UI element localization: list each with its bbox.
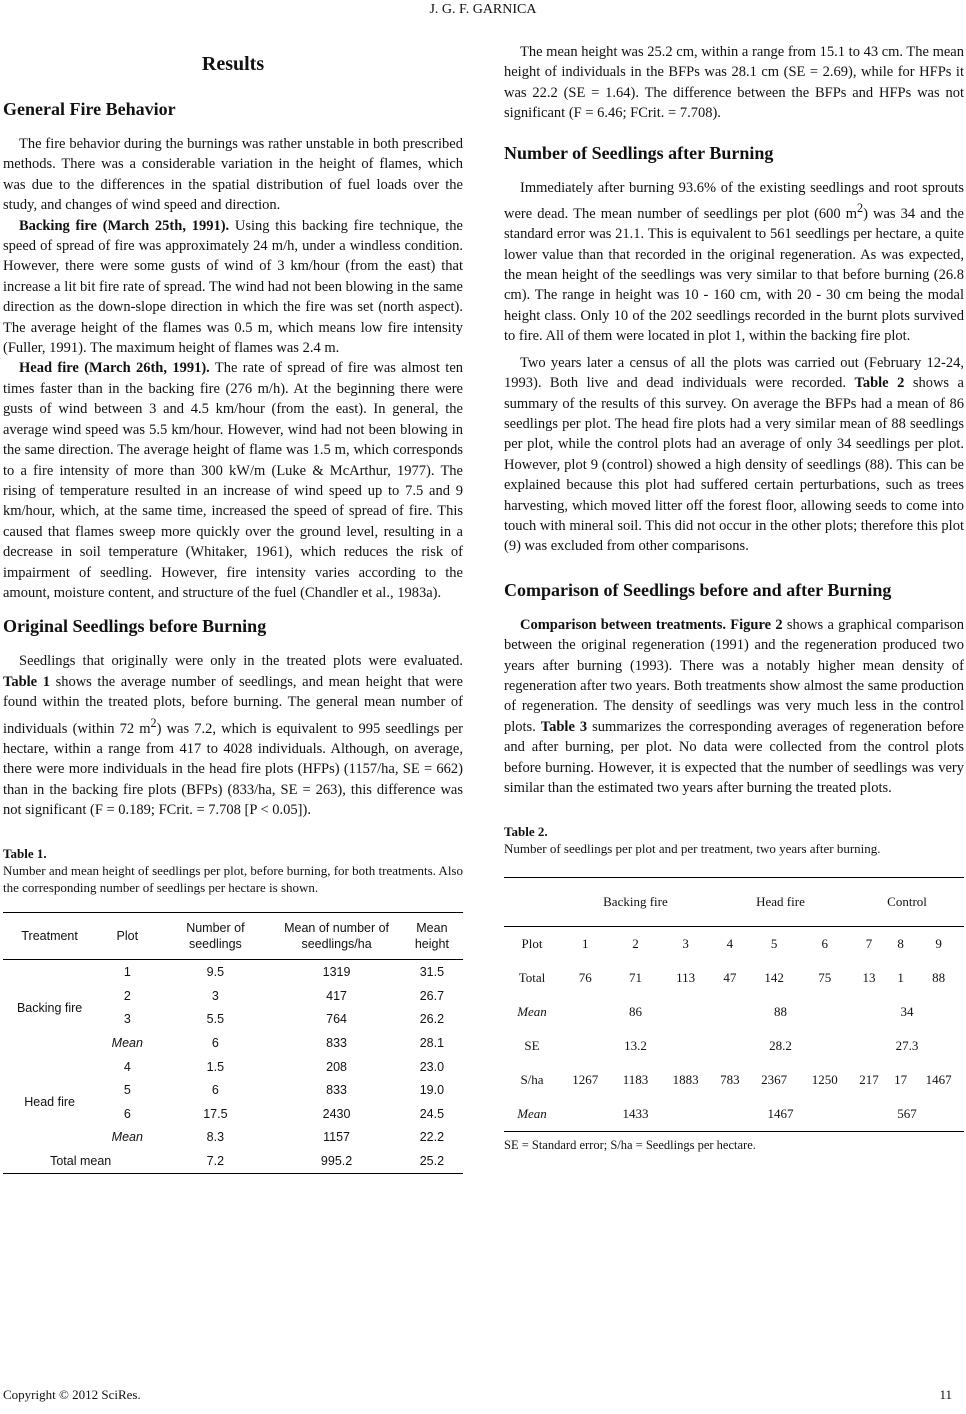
heading-number-after: Number of Seedlings after Burning bbox=[504, 142, 774, 163]
t1-h-mean-number: Mean of number of seedlings/ha bbox=[272, 913, 400, 960]
t1-cell: 23.0 bbox=[419, 1059, 445, 1074]
t1-cell: 5.5 bbox=[206, 1012, 225, 1027]
t2-cell: 2367 bbox=[761, 1072, 788, 1088]
running-header: J. G. F. GARNICA bbox=[429, 2, 537, 17]
paragraph-height: The mean height was 25.2 cm, within a range from 15.1 to 43 cm. The mean height of individuals in the BFPs was 28.1 cm (SE = 2.69), while for HFPs it was 22.2 (SE = 1.64). The difference between the BFPs and HFPs was not significant (F = 6.46; FCrit. = 7.708). bbox=[504, 44, 964, 122]
census-text-b: shows a summary of the results of this survey. On average the BFPs had a mean of 86 seedlings per plot. The head fire plots had a very similar mean of 88 seedlings per plot, while the control plots had an average of only 34 seedlings per plot. However, plot 9 (control) showed a high density of seedlings (88). This can be explained because this plot had suffered certain perturbations, such as trees harvesting, which moved litter off the forest floor, allowing seeds to come into touch with mineral soil. This did not occur in the other plots; therefore this plot (9) was excluded from other comparisons. bbox=[504, 375, 964, 555]
orig-text-c: ) was 7.2, which is equivalent to 995 seedlings per hectare, within a range from 417 to 4028 individuals. Although, on average, there were more individuals in the head fire plots (HFPs) (1157/ha, SE = 662) than in the backing fire plots (BFPs) (833/ha, SE = 263), this difference was not significant (F = 0.189; FCrit. = 7.708 [P < 0.05]). bbox=[3, 720, 464, 819]
t1-cell: 17.5 bbox=[203, 1106, 228, 1121]
paragraph-comparison bbox=[504, 615, 964, 799]
paragraph-backing bbox=[3, 216, 463, 359]
t1-cell: 25.2 bbox=[419, 1153, 445, 1168]
head-lead: Head fire (March 26th, 1991). bbox=[19, 360, 210, 377]
t1-h-treatment: Treatment bbox=[3, 913, 96, 960]
left-column bbox=[3, 52, 463, 1174]
footer-copyright: Copyright © 2012 SciRes. bbox=[3, 1387, 141, 1402]
t1-cell: 3 bbox=[123, 1012, 131, 1027]
comp-lead: Comparison between treatments. bbox=[520, 616, 727, 633]
t2-cell: 27.3 bbox=[895, 1038, 919, 1054]
t2-cell: 71 bbox=[628, 970, 642, 986]
table2-ref[interactable]: Table 2 bbox=[854, 375, 905, 392]
t1-cell: Mean bbox=[111, 1036, 143, 1050]
t1-cell: 5 bbox=[123, 1083, 131, 1098]
t2-row-label: Plot bbox=[521, 936, 543, 952]
orig-text-b: shows the average number of seedlings, and mean height that were found within the treated plots, before burning. The general mean number of individuals (within 72 m bbox=[3, 673, 463, 737]
t1-cell: 1157 bbox=[323, 1130, 351, 1145]
table-row bbox=[504, 927, 964, 962]
t2-group-control: Control bbox=[850, 878, 964, 927]
t2-cell: 1467 bbox=[925, 1072, 952, 1088]
orig-text-a: Seedlings that originally were only in the treated plots were evaluated. bbox=[19, 653, 463, 670]
t1-cell: 8.3 bbox=[206, 1130, 225, 1145]
t2-cell: 86 bbox=[628, 1004, 642, 1020]
paragraph-general: The fire behavior during the burnings was rather unstable in both prescribed methods. There was a considerable variation in the height of flames, which was due to the differences in the spatial distribution of fuel loads over the study, and changes of wind speed and direction. bbox=[3, 136, 463, 214]
t1-cell: 22.2 bbox=[419, 1130, 445, 1145]
t2-cell: 1183 bbox=[622, 1072, 649, 1088]
t1-cell: 417 bbox=[326, 988, 347, 1003]
t1-cell: 6 bbox=[211, 1083, 219, 1098]
t2-row-label: SE bbox=[524, 1038, 540, 1054]
table2-note: SE = Standard error; S/ha = Seedlings per hectare. bbox=[504, 1138, 756, 1153]
heading-original-seedlings: Original Seedlings before Burning bbox=[3, 616, 267, 637]
table-row-total bbox=[3, 1149, 463, 1173]
num-text-a: Immediately after burning 93.6% of the existing seedlings and root sprouts were dead. The mean number of seedlings per plot (600 m bbox=[504, 179, 964, 222]
t2-row-label: S/ha bbox=[520, 1072, 544, 1088]
head-text: The rate of spread of fire was almost ten times faster than in the backing fire (276 m/h). At the beginning there were gusts of wind between 3 and 4.5 km/hour (from the east). In general, the average wind speed was 5.5 km/hour. However, wind had not been blowing in the same direction. The average height of flame was 1.5 m, which corresponds to a fire intensity of more than 300 kW/m (Luke & McArthur, 1977). The rising of temperature resulted in an increase of wind speed up to 7.5 and 9 km/hour, which, at the same time, increased the speed of spread of fire. This caused that flames sweep more quickly over the ground level, resulting in a decrease in soil temperature (Whitaker, 1961), which reduces the risk of impairment of seedling. However, fire intensity varies according to the amount, moisture content, and structure of the fuel (Chandler et al., 1983a). bbox=[3, 360, 464, 601]
t1-cell: 1319 bbox=[322, 965, 351, 980]
table-row bbox=[504, 961, 964, 995]
t2-cell: 28.2 bbox=[769, 1038, 792, 1054]
t2-cell: 13 bbox=[862, 970, 876, 986]
table-1 bbox=[3, 912, 463, 1173]
t1-cell: 26.7 bbox=[419, 988, 445, 1003]
t2-cell: 75 bbox=[818, 970, 832, 986]
t1-total-label: Total mean bbox=[50, 1153, 112, 1168]
t2-row-label: Total bbox=[518, 970, 546, 986]
t1-cell: 2 bbox=[123, 988, 131, 1003]
table2-caption: Number of seedlings per plot and per treatment, two years after burning. bbox=[504, 841, 881, 857]
t1-cell: 833 bbox=[326, 1083, 347, 1098]
paragraph-census bbox=[504, 353, 964, 557]
table1-caption: Number and mean height of seedlings per plot, before burning, for both treatments. Also the corresponding number of seedlings per hectare is shown. bbox=[3, 863, 463, 896]
t1-cell: 764 bbox=[326, 1012, 347, 1027]
t2-cell: 13.2 bbox=[624, 1038, 647, 1054]
t1-cell: 833 bbox=[326, 1036, 347, 1050]
t2-cell: 217 bbox=[859, 1072, 879, 1088]
comp-text-b: summarizes the corresponding averages of regeneration before and after burning, per plot. No data were collected from the control plots before burning. However, it is expected that the number of seedlings was very similar than the estimated two years after burning the treated plots. bbox=[504, 718, 964, 797]
t2-cell: 3 bbox=[682, 936, 689, 952]
t2-cell: 1 bbox=[582, 936, 589, 952]
t1-cell: 995.2 bbox=[320, 1153, 353, 1168]
t2-cell: 1267 bbox=[572, 1072, 599, 1088]
table1-title: Table 1. bbox=[3, 846, 47, 862]
t2-row-label: Mean bbox=[517, 1004, 547, 1020]
table-row bbox=[3, 960, 463, 984]
table2-title: Table 2. bbox=[504, 824, 548, 840]
t1-cell: 1 bbox=[123, 965, 131, 980]
backing-lead: Backing fire (March 25th, 1991). bbox=[19, 217, 230, 234]
t2-cell: 142 bbox=[764, 970, 784, 986]
t1-cell: 28.1 bbox=[419, 1036, 445, 1050]
t2-cell: 8 bbox=[897, 936, 904, 952]
t1-cell: 3 bbox=[211, 988, 219, 1003]
t1-cell: Mean bbox=[111, 1130, 143, 1145]
comp-text-a: shows a graphical comparison between the original regeneration (1991) and the regeneration produced two years after burning (1993). There was a notably higher mean density of regeneration after two years. Both treatments show almost the same production of regeneration. The density of seedlings was very much less in the control plots. bbox=[504, 616, 965, 735]
t1-cell: 6 bbox=[211, 1036, 219, 1050]
t1-h-number: Number of seedlings bbox=[158, 913, 272, 960]
t2-cell: 567 bbox=[897, 1106, 917, 1122]
paragraph-original bbox=[3, 651, 463, 820]
t2-cell: 6 bbox=[821, 936, 829, 952]
section-title: Results bbox=[201, 53, 265, 75]
heading-comparison: Comparison of Seedlings before and after Burning bbox=[504, 579, 892, 600]
table-row bbox=[504, 1097, 964, 1132]
t2-cell: 113 bbox=[676, 970, 696, 986]
t1-cell: 24.5 bbox=[419, 1106, 445, 1121]
t2-group-backing: Backing fire bbox=[560, 878, 711, 927]
t2-cell: 4 bbox=[726, 936, 734, 952]
t1-head-label: Head fire bbox=[24, 1094, 75, 1109]
t1-cell: 26.2 bbox=[419, 1012, 445, 1027]
t1-cell: 2430 bbox=[322, 1106, 351, 1121]
t2-cell: 1883 bbox=[672, 1072, 699, 1088]
page-number: 11 bbox=[939, 1387, 952, 1402]
figure2-ref[interactable]: Figure 2 bbox=[730, 616, 783, 633]
t2-group-head: Head fire bbox=[711, 878, 850, 927]
table-row bbox=[504, 995, 964, 1029]
t1-h-plot: Plot bbox=[96, 913, 158, 960]
t2-cell: 7 bbox=[865, 936, 873, 952]
right-column bbox=[504, 42, 964, 1153]
paragraph-head bbox=[3, 358, 463, 603]
t1-cell: 6 bbox=[123, 1106, 131, 1121]
t2-cell: 1 bbox=[897, 970, 904, 986]
num-sup: 2 bbox=[857, 201, 864, 216]
t1-cell: 19.0 bbox=[419, 1083, 445, 1098]
table-row bbox=[504, 1029, 964, 1063]
t1-cell: 7.2 bbox=[206, 1153, 225, 1168]
t2-cell: 34 bbox=[900, 1004, 914, 1020]
t2-cell: 9 bbox=[935, 936, 942, 952]
paragraph-number bbox=[504, 178, 964, 347]
t2-cell: 2 bbox=[632, 936, 639, 952]
census-text-a: Two years later a census of all the plots was carried out (February 12-24, 1993). Both live and dead individuals were recorded. bbox=[504, 354, 964, 392]
t2-cell: 1467 bbox=[767, 1106, 794, 1122]
t1-h-mean-height: Mean height bbox=[401, 913, 463, 960]
t1-cell: 208 bbox=[326, 1059, 347, 1074]
t2-cell: 76 bbox=[578, 970, 592, 986]
t2-cell: 1250 bbox=[811, 1072, 838, 1088]
t2-cell: 88 bbox=[773, 1004, 787, 1020]
t1-cell: 9.5 bbox=[206, 965, 225, 980]
t2-cell: 17 bbox=[894, 1072, 908, 1088]
t2-cell: 5 bbox=[770, 936, 778, 952]
t2-row-label: Mean bbox=[517, 1106, 547, 1122]
t2-cell: 783 bbox=[720, 1072, 740, 1088]
table3-ref[interactable]: Table 3 bbox=[540, 718, 588, 735]
backing-text: Using this backing fire technique, the speed of spread of fire was approximately 24 m/h, under a windless condition. However, there were some gusts of wind of 3 km/hour (from the east) that increase a lit bit fire rate of spread. The wind had not been blowing in the same direction as the down-slope direction in which the fire was set (north aspect). The average height of the flames was 0.5 m, which means low fire intensity (Fuller, 1991). The maximum height of flames was 2.4 m. bbox=[3, 217, 463, 357]
table-row bbox=[3, 1055, 463, 1079]
t2-cell: 88 bbox=[932, 970, 946, 986]
t2-cell: 1433 bbox=[622, 1106, 649, 1122]
table-row bbox=[504, 1063, 964, 1097]
heading-general-fire: General Fire Behavior bbox=[3, 99, 176, 119]
table1-ref[interactable]: Table 1 bbox=[3, 673, 50, 690]
t1-backing-label: Backing fire bbox=[16, 1000, 83, 1015]
orig-sup: 2 bbox=[150, 715, 157, 730]
num-text-b: ) was 34 and the standard error was 21.1. This is equivalent to 561 seedlings per hectare, a quite lower value than that recorded in the original regeneration. As was expected, the mean height of the seedlings was very similar to that before burning (26.8 cm). The range in height was 10 - 160 cm, with 20 - 30 cm being the modal height class. Only 10 of the 202 seedlings recorded in the burnt plots survived to fire. All of them were located in plot 1, within the backing fire plot. bbox=[504, 205, 964, 345]
t1-cell: 1.5 bbox=[206, 1059, 225, 1074]
t1-cell: 4 bbox=[123, 1059, 131, 1074]
t1-cell: 31.5 bbox=[419, 965, 445, 980]
table-2 bbox=[504, 877, 964, 1132]
t2-cell: 47 bbox=[723, 970, 737, 986]
